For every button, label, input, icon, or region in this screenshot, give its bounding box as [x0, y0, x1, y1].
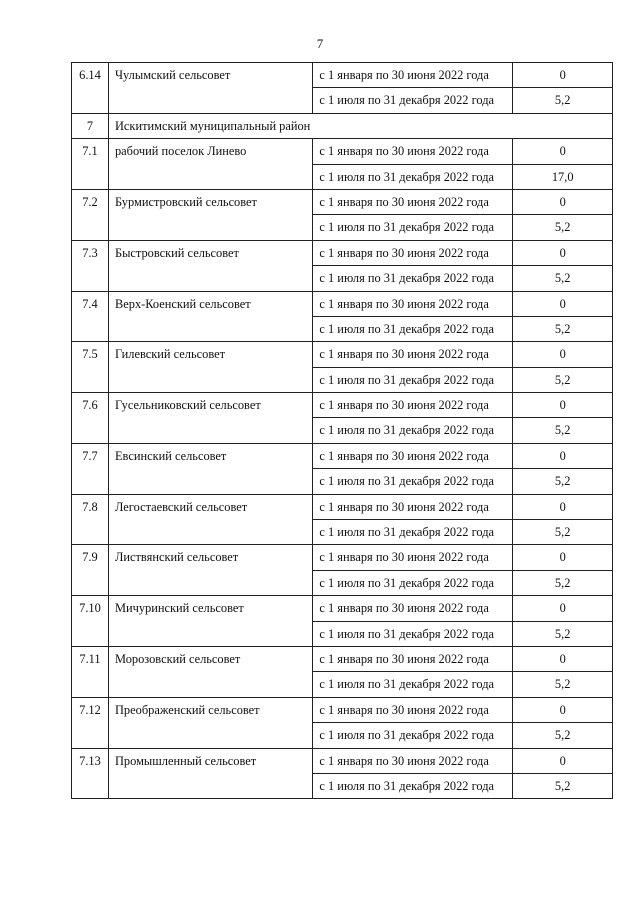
value-second-half: 5,2 — [513, 469, 613, 494]
period-first-half: с 1 января по 30 июня 2022 года — [313, 342, 513, 367]
settlement-name: Бурмистровский сельсовет — [108, 189, 312, 240]
period-second-half: с 1 июля по 31 декабря 2022 года — [313, 367, 513, 392]
table-row — [72, 291, 613, 316]
table-row — [72, 342, 613, 367]
section-row — [72, 113, 613, 138]
period-first-half: с 1 января по 30 июня 2022 года — [313, 240, 513, 265]
period-second-half: с 1 июля по 31 декабря 2022 года — [313, 672, 513, 697]
row-number: 7.2 — [72, 189, 109, 240]
settlement-name: Морозовский сельсовет — [108, 646, 312, 697]
value-first-half: 0 — [513, 342, 613, 367]
value-second-half: 5,2 — [513, 367, 613, 392]
settlement-name: рабочий поселок Линево — [108, 139, 312, 190]
tariff-table-body — [72, 63, 613, 799]
table-row — [72, 189, 613, 214]
settlement-name: Преображенский сельсовет — [108, 697, 312, 748]
value-second-half: 5,2 — [513, 266, 613, 291]
row-number: 7.10 — [72, 596, 109, 647]
period-second-half: с 1 июля по 31 декабря 2022 года — [313, 469, 513, 494]
table-row — [72, 545, 613, 570]
row-number: 7.1 — [72, 139, 109, 190]
period-first-half: с 1 января по 30 июня 2022 года — [313, 748, 513, 773]
table-row — [72, 697, 613, 722]
row-number: 7.3 — [72, 240, 109, 291]
page-number: 7 — [316, 36, 324, 51]
period-first-half: с 1 января по 30 июня 2022 года — [313, 545, 513, 570]
period-first-half: с 1 января по 30 июня 2022 года — [313, 139, 513, 164]
period-second-half: с 1 июля по 31 декабря 2022 года — [313, 723, 513, 748]
period-second-half: с 1 июля по 31 декабря 2022 года — [313, 418, 513, 443]
settlement-name: Гилевский сельсовет — [108, 342, 312, 393]
row-number: 7 — [72, 113, 109, 138]
settlement-name: Верх-Коенский сельсовет — [108, 291, 312, 342]
period-first-half: с 1 января по 30 июня 2022 года — [313, 443, 513, 468]
row-number: 7.9 — [72, 545, 109, 596]
settlement-name: Мичуринский сельсовет — [108, 596, 312, 647]
value-second-half: 5,2 — [513, 773, 613, 798]
table-row — [72, 240, 613, 265]
value-first-half: 0 — [513, 240, 613, 265]
table-row — [72, 393, 613, 418]
period-second-half: с 1 июля по 31 декабря 2022 года — [313, 316, 513, 341]
period-first-half: с 1 января по 30 июня 2022 года — [313, 494, 513, 519]
value-second-half: 5,2 — [513, 215, 613, 240]
row-number: 7.13 — [72, 748, 109, 799]
value-first-half: 0 — [513, 139, 613, 164]
period-first-half: с 1 января по 30 июня 2022 года — [313, 596, 513, 621]
period-second-half: с 1 июля по 31 декабря 2022 года — [313, 215, 513, 240]
tariff-table — [71, 62, 613, 799]
row-number: 7.5 — [72, 342, 109, 393]
period-first-half: с 1 января по 30 июня 2022 года — [313, 291, 513, 316]
value-second-half: 5,2 — [513, 570, 613, 595]
value-first-half: 0 — [513, 646, 613, 671]
table-row — [72, 646, 613, 671]
period-first-half: с 1 января по 30 июня 2022 года — [313, 393, 513, 418]
value-first-half: 0 — [513, 393, 613, 418]
settlement-name: Гусельниковский сельсовет — [108, 393, 312, 444]
period-second-half: с 1 июля по 31 декабря 2022 года — [313, 88, 513, 113]
row-number: 6.14 — [72, 63, 109, 114]
value-second-half: 5,2 — [513, 520, 613, 545]
row-number: 7.12 — [72, 697, 109, 748]
settlement-name: Легостаевский сельсовет — [108, 494, 312, 545]
row-number: 7.6 — [72, 393, 109, 444]
settlement-name: Чулымский сельсовет — [108, 63, 312, 114]
period-second-half: с 1 июля по 31 декабря 2022 года — [313, 164, 513, 189]
period-second-half: с 1 июля по 31 декабря 2022 года — [313, 520, 513, 545]
settlement-name: Быстровский сельсовет — [108, 240, 312, 291]
value-first-half: 0 — [513, 545, 613, 570]
value-second-half: 5,2 — [513, 621, 613, 646]
period-second-half: с 1 июля по 31 декабря 2022 года — [313, 773, 513, 798]
period-second-half: с 1 июля по 31 декабря 2022 года — [313, 621, 513, 646]
table-row — [72, 596, 613, 621]
value-first-half: 0 — [513, 748, 613, 773]
value-second-half: 5,2 — [513, 316, 613, 341]
table-row — [72, 63, 613, 88]
period-first-half: с 1 января по 30 июня 2022 года — [313, 63, 513, 88]
table-row — [72, 443, 613, 468]
period-first-half: с 1 января по 30 июня 2022 года — [313, 646, 513, 671]
table-row — [72, 139, 613, 164]
value-first-half: 0 — [513, 189, 613, 214]
value-first-half: 0 — [513, 494, 613, 519]
settlement-name: Листвянский сельсовет — [108, 545, 312, 596]
period-first-half: с 1 января по 30 июня 2022 года — [313, 697, 513, 722]
period-first-half: с 1 января по 30 июня 2022 года — [313, 189, 513, 214]
period-second-half: с 1 июля по 31 декабря 2022 года — [313, 570, 513, 595]
value-second-half: 17,0 — [513, 164, 613, 189]
value-first-half: 0 — [513, 443, 613, 468]
value-second-half: 5,2 — [513, 418, 613, 443]
table-row — [72, 494, 613, 519]
value-first-half: 0 — [513, 697, 613, 722]
value-second-half: 5,2 — [513, 88, 613, 113]
row-number: 7.11 — [72, 646, 109, 697]
value-second-half: 5,2 — [513, 672, 613, 697]
value-first-half: 0 — [513, 291, 613, 316]
period-second-half: с 1 июля по 31 декабря 2022 года — [313, 266, 513, 291]
value-first-half: 0 — [513, 596, 613, 621]
row-number: 7.8 — [72, 494, 109, 545]
settlement-name: Евсинский сельсовет — [108, 443, 312, 494]
row-number: 7.4 — [72, 291, 109, 342]
table-row — [72, 748, 613, 773]
row-number: 7.7 — [72, 443, 109, 494]
district-name: Искитимский муниципальный район — [108, 113, 612, 138]
settlement-name: Промышленный сельсовет — [108, 748, 312, 799]
value-first-half: 0 — [513, 63, 613, 88]
value-second-half: 5,2 — [513, 723, 613, 748]
